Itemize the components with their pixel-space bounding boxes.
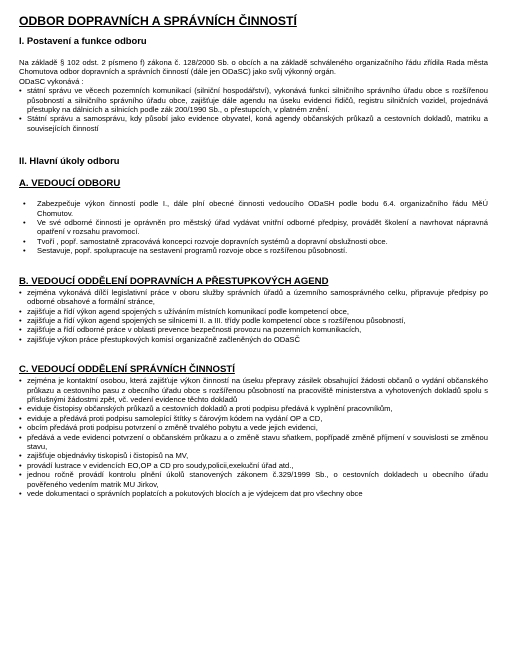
section-1-heading: I. Postavení a funkce odboru xyxy=(19,35,147,46)
subsection-c-heading: C. VEDOUCÍ ODDĚLENÍ SPRÁVNÍCH ČINNOSTÍ xyxy=(19,364,235,376)
list-item: • Zabezpečuje výkon činností podle I., dále plní obecné činnosti vedoucího ODaSH podle bodu 6.4. organizačního řádu MěÚ Chomutov. xyxy=(23,199,488,218)
list-item: • zejména je kontaktní osobou, která zajišťuje výkon činností na úseku přepravy zásilek obsahující žádosti občanů o vydání občanského průkazu a cestovního pasu z obecního úřadu obce s rozšířenou působností na pracoviště ministerstva a vyhotovených dokladů spolu s příslušnými žádostmi zpět, vč. vedení evidence těchto dokladů xyxy=(19,376,488,404)
subsection-c xyxy=(19,364,488,498)
list-item: • zajišťuje objednávky tiskopisů i čistopisů na MV, xyxy=(19,451,488,460)
list-item: • provádí lustrace v evidencích EO,OP a CD pro soudy,policii,exekuční úřad atd., xyxy=(19,461,488,470)
subsection-b xyxy=(19,276,488,344)
subsection-a-heading: A. VEDOUCÍ ODBORU xyxy=(19,178,121,190)
list-item: • zajišťuje a řídí výkon agend spojených se silnicemi II. a III. třídy podle kompetencí obce s rozšířenou působností, xyxy=(19,316,488,325)
section-1-intro: Na základě § 102 odst. 2 písmeno f) zákona č. 128/2000 Sb. o obcích a na základě schváleného organizačního řádu zřídila Rada města Chomutova odbor dopravních a správních činností (dále jen ODaSC) jako svůj výkonný orgán. xyxy=(19,58,488,77)
document-title: ODBOR DOPRAVNÍCH A SPRÁVNÍCH ČINNOSTÍ xyxy=(19,14,297,28)
subsection-a xyxy=(19,178,488,255)
list-item: • zajišťuje a řídí odborné práce v oblasti prevence bezpečnosti provozu na pozemních komunikacích, xyxy=(19,325,488,334)
list-item: • vede dokumentaci o správních poplatcích a pokutových blocích a je výdejcem dat pro všechny obce xyxy=(19,489,488,498)
section-1 xyxy=(19,35,488,133)
subsection-a-list xyxy=(19,199,488,255)
list-item: • zejména vykonává dílčí legislativní práce v oboru služby správních úřadů a územního samosprávného celku, připravuje předpisy po odborné obsahové a formální stránce, xyxy=(19,288,488,307)
list-item: • Sestavuje, popř. spolupracuje na sestavení programů rozvoje obce s rozšířenou působností. xyxy=(23,246,488,255)
list-item: • předává a vede evidenci potvrzení o občanském průkazu a o změně stavu sňatkem, popřípadě změně příjmení v souvislosti se změnou stavu, xyxy=(19,433,488,452)
list-item: • státní správu ve věcech pozemních komunikací (silniční hospodářství), vykonává funkci silničního správního úřadu obce s rozšířenou působností a silničního správního úřadu obce, zajišťuje dále agendu na úseku evidenci řidičů, registru silničních vozidel, projednává přestupky na dálnicích a silnicích podle zák 200/1990 Sb., o přestupcích, v platném znění. xyxy=(19,86,488,114)
list-item: • Ve své odborné činnosti je oprávněn pro městský úřad vydávat vnitřní odborné předpisy, provádět školení a navrhovat nápravná opatření v rozsahu pravomocí. xyxy=(23,218,488,237)
subsection-b-heading: B. VEDOUCÍ ODDĚLENÍ DOPRAVNÍCH A PŘESTUPKOVÝCH AGEND xyxy=(19,275,329,287)
list-item: • eviduje čistopisy občanských průkazů a cestovních dokladů a proti podpisu předává k vyplnění pracovníkům, xyxy=(19,404,488,413)
subsection-b-list xyxy=(19,288,488,344)
list-item: • jednou ročně provádí kontrolu plnění úkolů stanovených zákonem č.329/1999 Sb., o cestovních dokladech u obecního úřadu pověřeného vedením matrik MU Jirkov, xyxy=(19,470,488,489)
subsection-c-list xyxy=(19,376,488,498)
list-item: • eviduje a předává proti podpisu samolepící štítky s čárovým kódem na vydání OP a CD, xyxy=(19,414,488,423)
section-1-performs: ODaSC vykonává : xyxy=(19,76,84,86)
section-1-list xyxy=(19,86,488,133)
list-item: • Státní správu a samosprávu, kdy působí jako evidence obyvatel, koná agendy občanských průkazů a cestovních dokladů, matriku a souvisejících činností xyxy=(19,114,488,133)
section-2 xyxy=(19,155,488,498)
list-item: • zajišťuje výkon práce přestupkových komisí organizačně začleněných do ODaSČ xyxy=(19,335,488,344)
section-2-heading: II. Hlavní úkoly odboru xyxy=(19,155,120,167)
list-item: • obcím předává proti podpisu potvrzení o změně trvalého pobytu a vede jejich evidenci, xyxy=(19,423,488,432)
list-item: • zajišťuje a řídí výkon agend spojených s užíváním místních komunikací podle kompetencí obce, xyxy=(19,307,488,316)
list-item: • Tvoří , popř. samostatně zpracovává koncepci rozvoje dopravních systémů a dopravní obslužnosti obce. xyxy=(23,237,488,246)
